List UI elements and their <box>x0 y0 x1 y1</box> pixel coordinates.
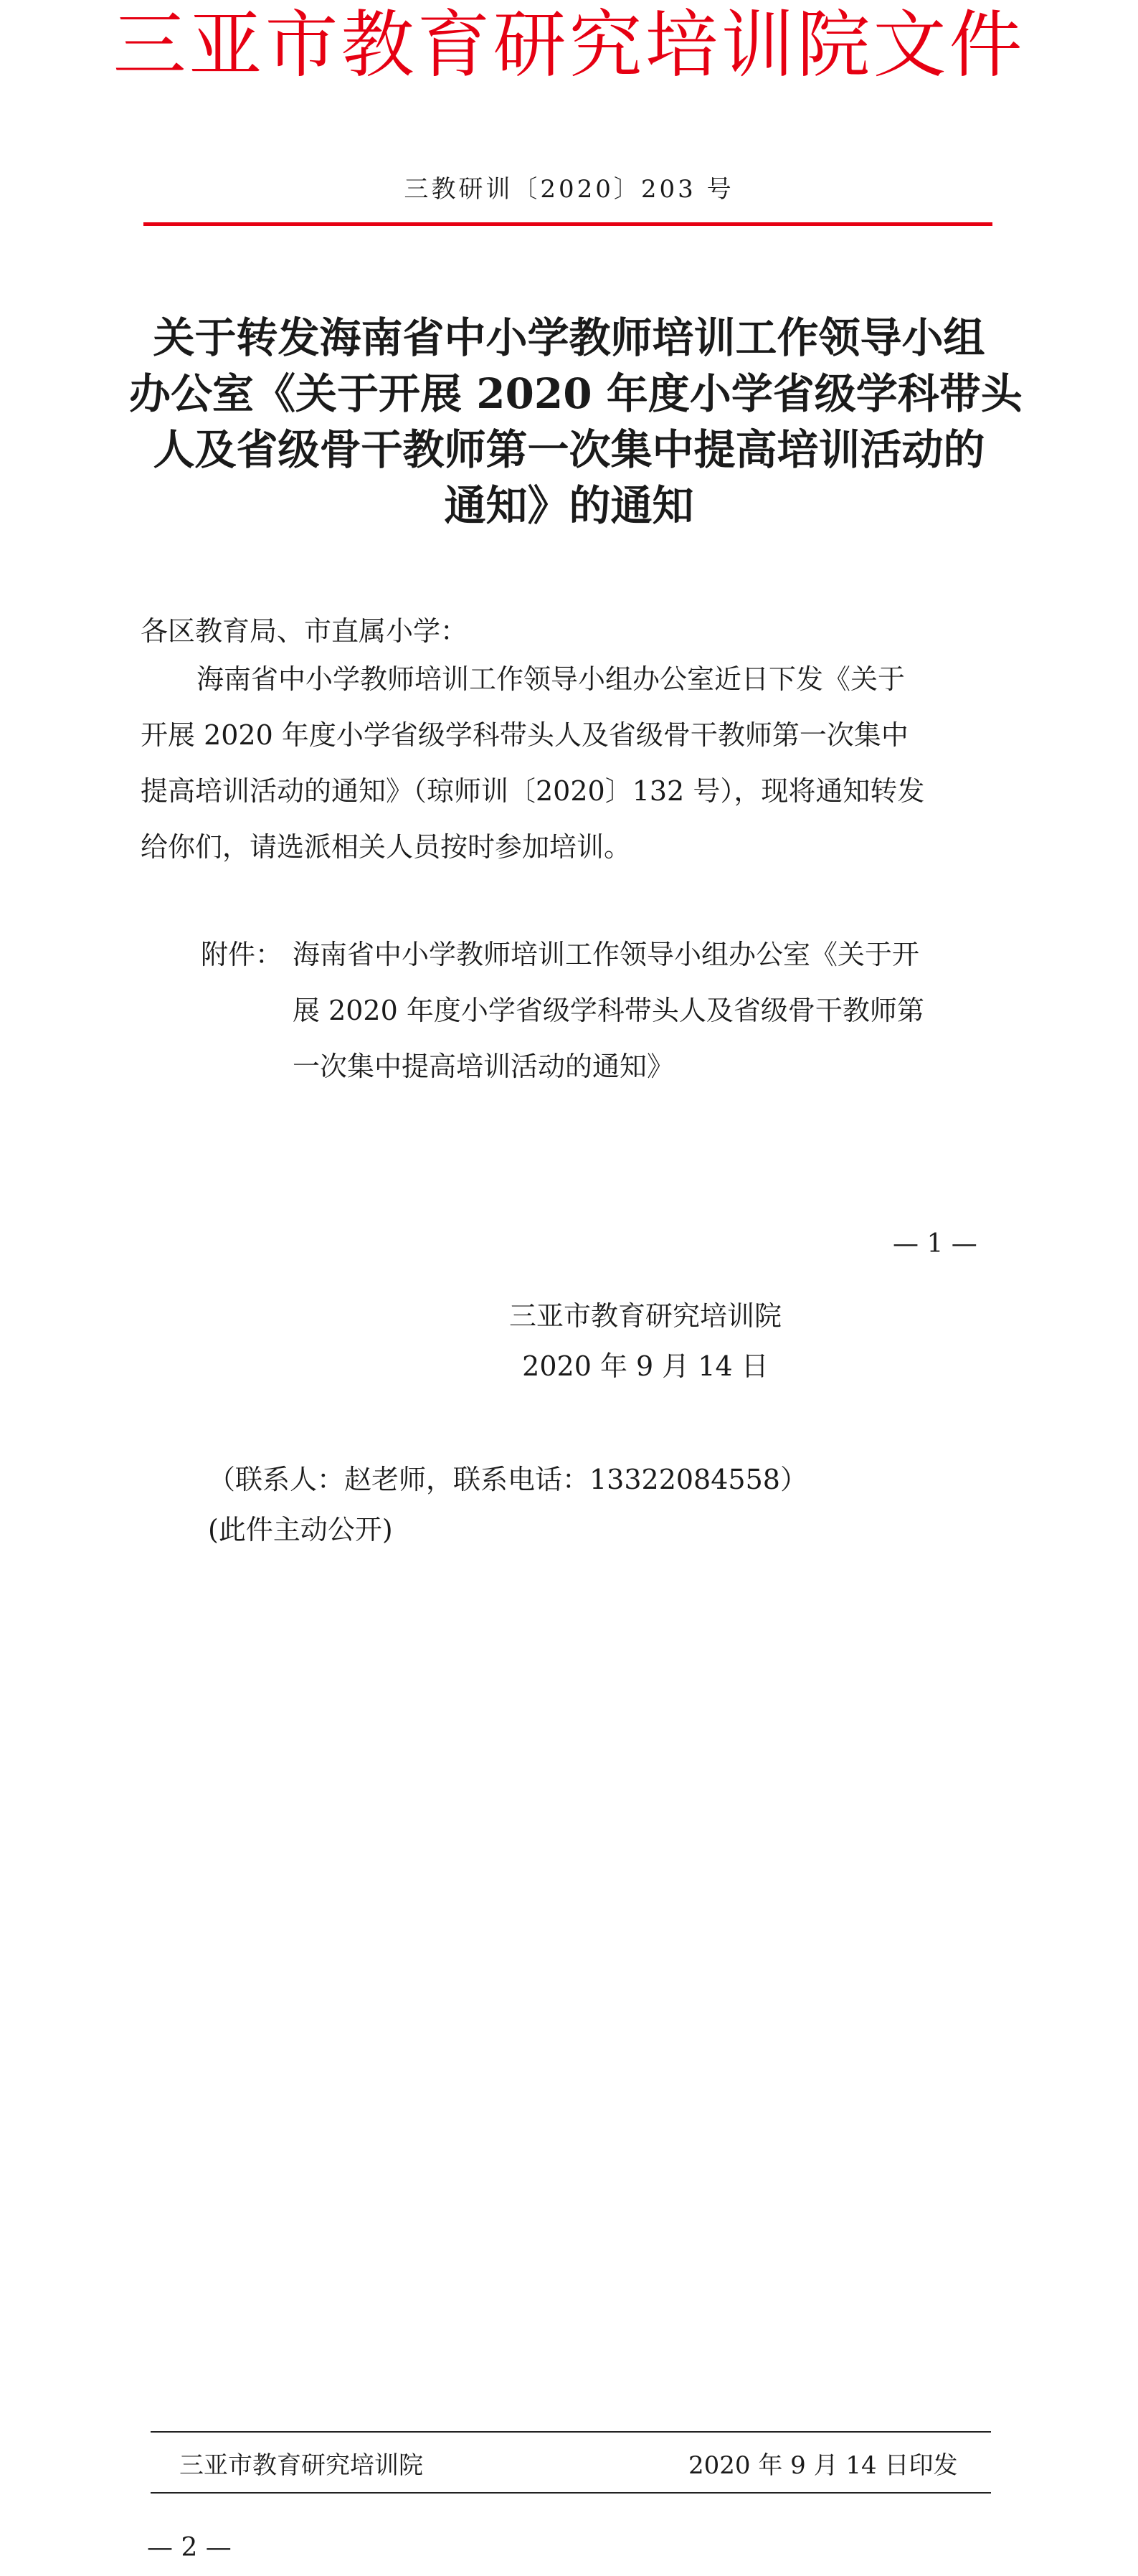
document-header-title: 三亚市教育研究培训院文件 <box>113 3 1025 88</box>
notice-title-line: 通知》的通知 <box>444 481 694 530</box>
body-line: 给你们，请选派相关人员按时参加培训。 <box>141 831 632 863</box>
attachment-label: 附件： <box>201 939 283 970</box>
attachment-block <box>201 937 1010 1104</box>
notice-title-line: 人及省级骨干教师第一次集中提高培训活动的 <box>153 425 985 474</box>
page-number-2: — 2 — <box>147 2533 232 2562</box>
body-paragraph <box>141 661 1015 885</box>
notice-title-line: 关于转发海南省中小学教师培训工作领导小组 <box>153 313 985 362</box>
attachment-line: 海南省中小学教师培训工作领导小组办公室《关于开 <box>293 939 920 970</box>
salutation: 各区教育局、市直属小学： <box>141 615 468 647</box>
body-line: 海南省中小学教师培训工作领导小组办公室近日下发《关于 <box>196 663 906 695</box>
notice-title-line: 办公室《关于开展 2020 年度小学省级学科带头 <box>129 369 1023 418</box>
issuer-signature: 三亚市教育研究培训院 <box>508 1300 782 1332</box>
footer-bottom-rule <box>151 2492 991 2494</box>
attachment-line: 一次集中提高培训活动的通知》 <box>293 1051 675 1082</box>
document-number: 三教研训〔2020〕203 号 <box>404 175 734 204</box>
public-disclosure-note: (此件主动公开) <box>208 1514 393 1545</box>
notice-title <box>129 310 1023 534</box>
red-header-rule <box>143 222 992 226</box>
footer-print-date: 2020 年 9 月 14 日印发 <box>688 2451 958 2480</box>
attachment-line: 展 2020 年度小学省级学科带头人及省级骨干教师第 <box>293 995 924 1026</box>
contact-info: （联系人：赵老师，联系电话：13322084558） <box>208 1464 807 1495</box>
page-number-1: — 1 — <box>893 1229 977 1259</box>
footer-top-rule <box>151 2431 991 2433</box>
body-line: 开展 2020 年度小学省级学科带头人及省级骨干教师第一次集中 <box>141 719 909 751</box>
issue-date: 2020 年 9 月 14 日 <box>522 1350 769 1382</box>
body-line: 提高培训活动的通知》（琼师训〔2020〕132 号），现将通知转发 <box>141 775 925 807</box>
footer-issuer: 三亚市教育研究培训院 <box>179 2451 423 2480</box>
